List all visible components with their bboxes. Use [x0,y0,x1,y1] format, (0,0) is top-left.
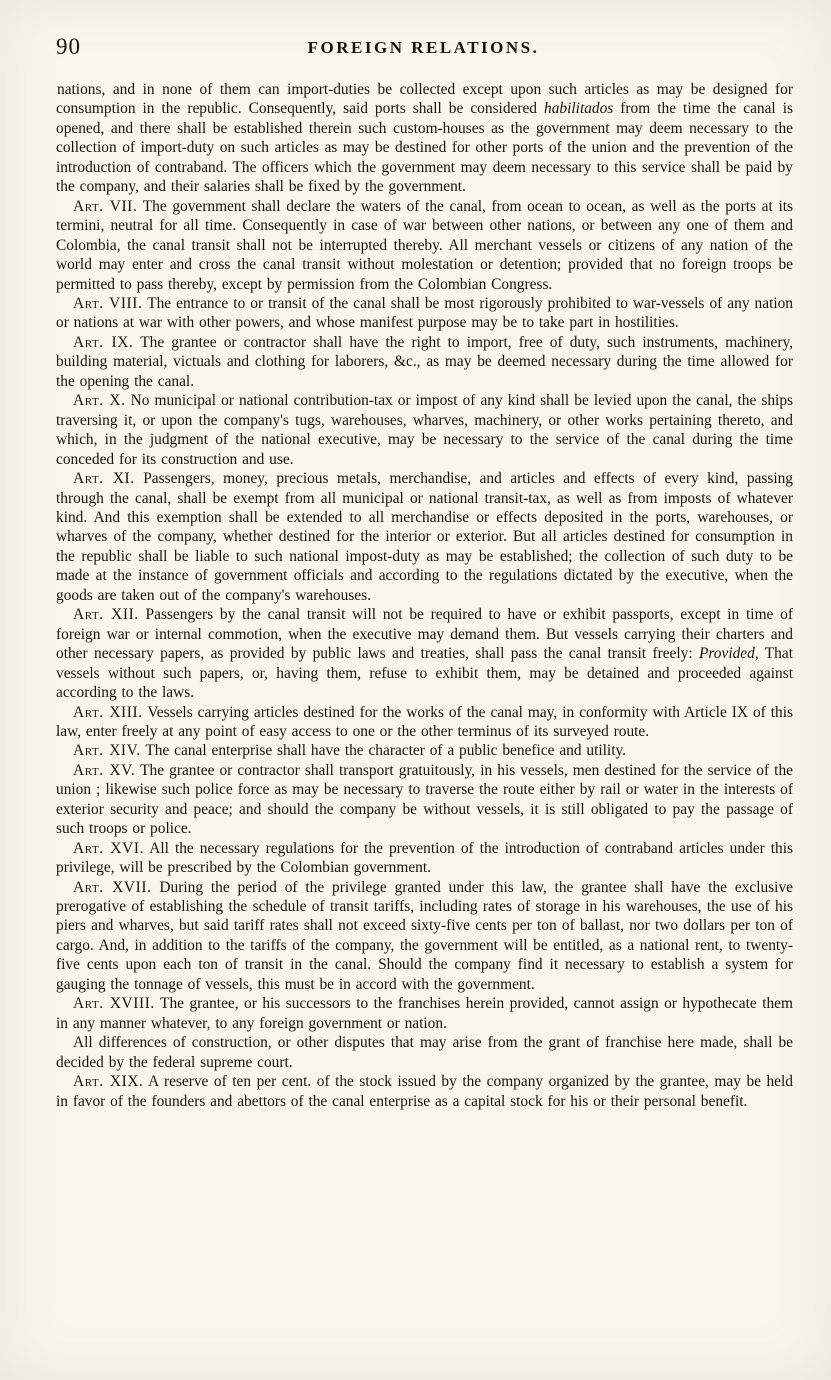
article-label: Art. IX. [73,333,134,351]
text-run: All the necessary regulations for the prevention of the introduction of contraband articles under this privilege, will be prescribed by the Colombian government. [56,839,793,877]
para-differences [56,1033,793,1072]
article-label: Art. XI. [73,470,135,488]
text-run: Passengers by the canal transit will not be required to have or exhibit passports, except in time of foreign war or internal commotion, when the executive may demand them. But vessels carrying their charters and other necessary papers, as provided by public laws and treaties, shall pass the canal transit freely: [56,606,793,663]
para-art-16 [56,839,793,878]
article-label: Art. XV. [73,761,136,779]
text-run: During the period of the privilege granted under this law, the grantee shall have the exclusive prerogative of establishing the schedule of transit tariffs, including rates of storage in his warehouses, the use of his piers and wharves, but said tariff rates shall not exceed sixty-five cents per ton of ballast, nor two dollars per ton of cargo. And, in addition to the tariffs of the company, the government will be entitled, as a national rent, to twenty-five cents upon each ton of transit in the canal. Should the company find it necessary to establish a system for gauging the tonnage of vessels, this must be in accord with the government. [56,878,793,993]
text-run: Vessels carrying articles destined for the works of the canal may, in conformity with Article IX of this law, enter freely at any point of easy access to one or the other terminus of its surveyed route. [56,703,794,740]
page-number: 90 [56,34,81,59]
para-art-8 [56,294,793,333]
para-art-7 [56,197,793,294]
para-art-17 [56,878,793,995]
text-run: The grantee, or his successors to the franchises herein provided, cannot assign or hypothecate them in any manner whatever, to any foreign government or nation. [56,995,793,1032]
text-run: The grantee or contractor shall have the right to import, free of duty, such instruments, machinery, building material, victuals and clothing for laborers, &c., as may be deemed necessary during the time allowed for the opening the canal. [56,333,794,390]
text-run: A reserve of ten per cent. of the stock issued by the company organized by the grantee, may be held in favor of the founders and abettors of the canal enterprise as a capital stock for his or their personal benefit. [56,1073,793,1110]
text-run: Passengers, money, precious metals, merchandise, and articles and effects of every kind, passing through the canal, shall be exempt from all municipal or national transit-tax, as well as from imposts of whatever kind. And this exemption shall be extended to all merchandise or effects deposited in the ports, warehouses, or wharves of the company, whether destined for the interior or exterior. But all articles destined for consumption in the republic shall be liable to such national impost-duty as may be established; the collection of such duty to be made at the instance of government officials and according to the regulations dictated by the executive, when the goods are taken out of the company's warehouses. [56,470,794,604]
text-run: Provided, [698,645,759,663]
article-label: Art. X. [73,392,126,410]
para-art-15 [56,761,793,839]
article-label: Art. XIX. [73,1073,144,1091]
para-art-10 [56,391,793,469]
text-run: The grantee or contractor shall transport gratuitously, in his vessels, men destined for the service of the union ; likewise such police force as may be necessary to traverse the route either by rail or water in the interests of exterior security and peace; and should the company be without vessels, it is still obligated to pay the passage of such troops or police. [56,761,793,838]
text-run: All differences of construction, or other disputes that may arise from the grant of franchise here made, shall be decided by the federal supreme court. [56,1034,793,1071]
article-label: Art. VII. [73,197,138,215]
para-continuation [56,80,793,197]
article-label: Art. XII. [73,606,139,624]
page-title: FOREIGN RELATIONS. [307,38,540,57]
para-art-13 [56,703,793,742]
text-run: The canal enterprise shall have the character of a public benefice and utility. [140,742,627,760]
text-run: The government shall declare the waters of the canal, from ocean to ocean, as well as the ports at its termini, neutral for all time. Consequently in case of war between other nations, or between any one of them and Colombia, the canal transit shall not be interrupted thereby. All merchant vessels or citizens of any nation of the world may enter and cross the canal transit without molestation or detention; provided that no foreign troops be permitted to pass thereby, except by permission from the Colombian Congress. [56,197,793,293]
para-art-9 [56,333,793,391]
para-art-18 [56,994,793,1033]
text-run: habilitados [544,100,614,118]
para-art-12 [56,605,793,702]
page-header [56,34,791,64]
article-label: Art. XVI. [73,839,145,857]
para-art-14 [56,741,793,760]
text-run: nations, and in none of them can import-duties be collected except upon such articles as may be designed for consumption in the republic. Consequently, said ports shall be considered [56,81,793,118]
para-art-11 [56,469,793,605]
article-label: Art. VIII. [73,294,143,312]
article-label: Art. XIII. [73,703,143,721]
article-label: Art. XVII. [73,878,152,896]
text-run: The entrance to or transit of the canal shall be most rigorously prohibited to war-vessels of any nation or nations at war with other powers, and whose manifest purpose may be to take part in hostilities. [56,294,794,332]
text-run: No municipal or national contribution-tax or impost of any kind shall be levied upon the canal, the ships traversing it, or upon the company's tugs, warehouses, wharves, machinery, or other works pertaining thereto, and which, in the judgment of the national executive, may be necessary to the service of the canal during the time conceded for its construction and use. [56,392,794,468]
article-label: Art. XIV. [73,742,141,760]
article-label: Art. XVIII. [73,995,155,1013]
para-art-19 [56,1072,793,1111]
text-run: from the time the canal is opened, and there shall be established therein such custom-houses as the government may deem necessary to the collection of import-duty on such articles as may be destined for other ports of the union and the prevention of the introduction of contraband. The officers which the government may deem necessary to this service shall be paid by the company, and their salaries shall be fixed by the government. [56,100,793,196]
text-run: That vessels without such papers, or, having them, refuse to exhibit them, may be detained and proceeded against according to the laws. [56,645,793,702]
page-body [56,80,793,1111]
